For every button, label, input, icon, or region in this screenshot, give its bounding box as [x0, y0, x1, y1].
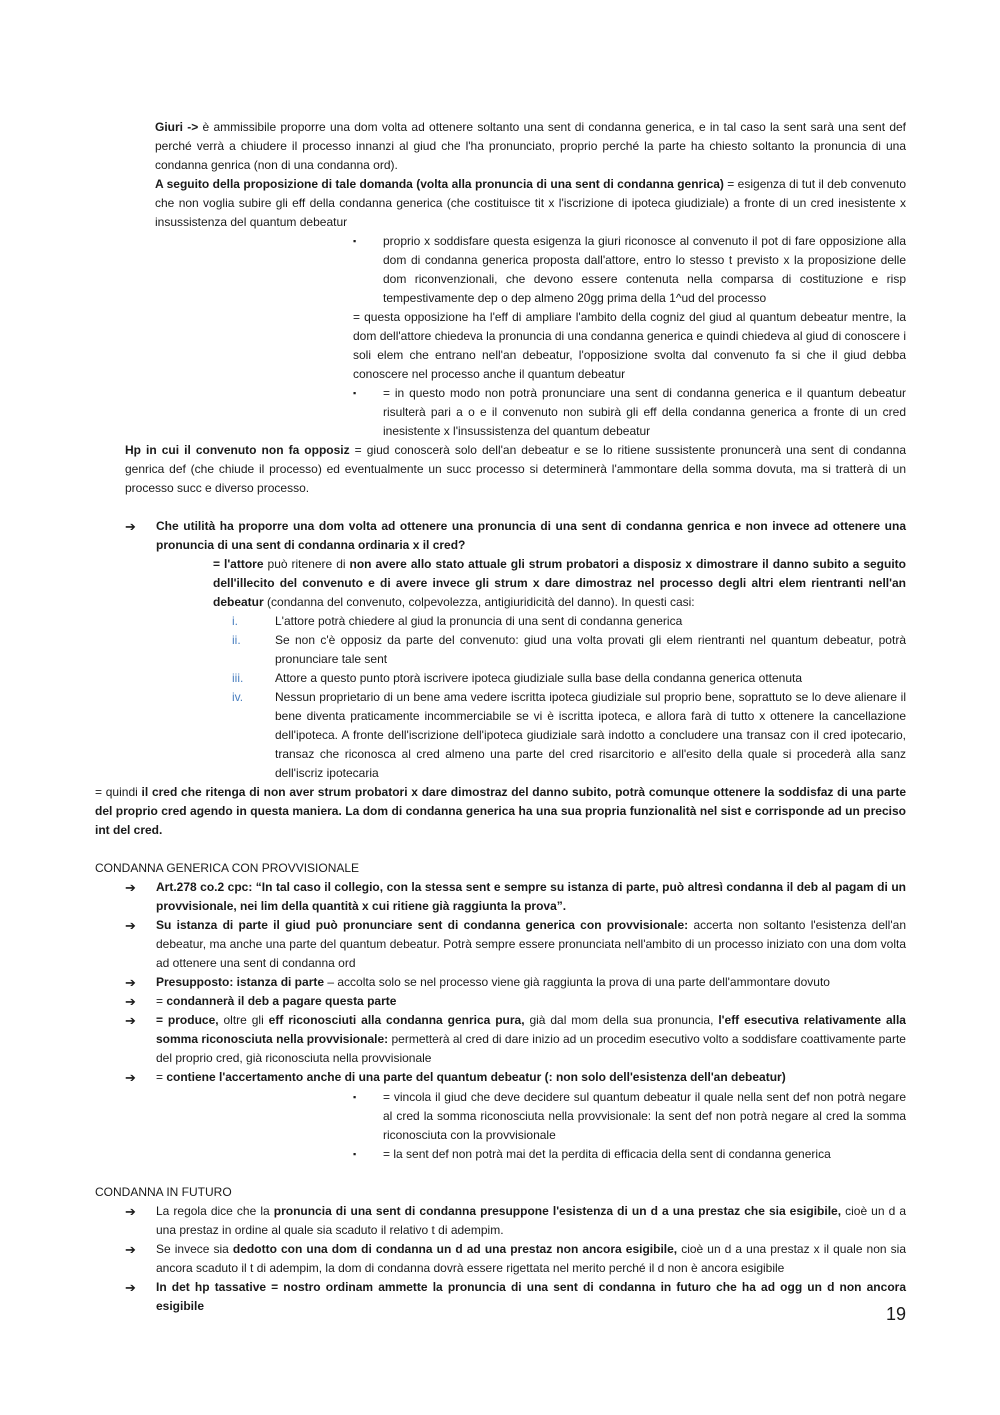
aseguito-paragraph: A seguito della proposizione di tale domanda (volta alla pronuncia di una sent di condanna genrica) = esigenza di tut il deb convenuto che non voglia subire gli eff della condanna generica (che costituisce tit x l'iscrizione di ipoteca giudiziale) a fronte di un cred inesistente x insussistenza del quantum debeatur	[155, 177, 906, 229]
arrow-item: ➔ In det hp tassative = nostro ordinam ammette la pronuncia di una sent di condanna in futuro che ha ad ogg un d non ancora esigibile	[125, 1280, 906, 1313]
bullet-item: ▪ proprio x soddisfare questa esigenza la giuri riconosce al convenuto il pot di fare opposizione alla dom di condanna generica proposta dall'attore, entro lo stesso t previsto x la proposizione delle dom riconvenzionali, che devono essere contenuta nella comparsa di costituzione e risp tempestivamente dep o dep almeno 20gg prima della 1^ud del processo	[353, 234, 906, 305]
arrow-icon: ➔	[125, 975, 136, 990]
question-block	[125, 517, 906, 555]
arrow-icon: ➔	[125, 918, 136, 933]
bullet-item: ▪ = la sent def non potrà mai det la perdita di efficacia della sent di condanna generica	[353, 1145, 906, 1164]
arrow-item: ➔ La regola dice che la pronuncia di una sent di condanna presuppone l'esistenza di un d a una prestaz che sia esigibile, cioè un d a una prestaz in ordine al quale sia scaduto il relativo t di adempim.	[125, 1204, 907, 1237]
giuri-paragraph: Giuri -> è ammissibile proporre una dom volta ad ottenere soltanto una sent di condanna generica, e in tal caso la sent sarà una sent def perché verrà a chiudere il processo innanzi al giud che l'ha pronunciato, proprio perché la parte ha chiesto soltanto la pronuncia di una condanna genrica (non di una condanna ord).	[155, 120, 906, 172]
hp-paragraph: Hp in cui il convenuto non fa opposiz = giud conoscerà solo dell'an debeatur e se lo ritiene sussistente pronuncerà una sent di condanna genrica def (che chiude il processo) ed eventualmente un succ processo si determinerà l'ammontare della somma dovuta, ma si tratterà di un processo succ e diverso processo.	[125, 443, 906, 495]
list-number: ii.	[232, 633, 241, 647]
arrow-item: ➔ Su istanza di parte il giud può pronunciare sent di condanna generica con provvisionale: accerta non soltanto l'esistenza dell'an debeatur, ma anche una parte del quantum debeatur. Potrà sempre essere pronunciata nell'ambito di un processo iniziato con una dom volta ad ottenere una sent di condanna ord	[125, 918, 906, 970]
list-item: i. L'attore potrà chiedere al giud la pronuncia di una sent di condanna generica	[275, 612, 906, 631]
arrow-icon: ➔	[125, 1204, 136, 1219]
answer-block	[213, 555, 906, 612]
list-number: iv.	[232, 690, 244, 704]
arrow-item: ➔ = contiene l'accertamento anche di una parte del quantum debeatur (: non solo dell'esistenza dell'an debeatur)	[125, 1070, 786, 1085]
square-bullet-icon: ▪	[353, 388, 357, 398]
arrow-item: ➔ = condannerà il deb a pagare questa parte	[125, 994, 397, 1009]
arrow-icon: ➔	[125, 1280, 136, 1295]
square-bullet-icon: ▪	[353, 1149, 357, 1159]
arrow-item: ➔ = produce, oltre gli eff riconosciuti alla condanna genrica pura, già dal mom della sua pronuncia, l'eff esecutiva relativamente alla somma riconosciuta nella provvisionale: permetterà al cred di dare inizio ad un procedim esecutivo volto a soddisfare coattivamente parte del proprio cred, già riconosciuta nella provvisionale	[125, 1013, 906, 1065]
giuri-label: Giuri ->	[155, 120, 199, 134]
section-heading: CONDANNA IN FUTURO	[95, 1185, 232, 1199]
hp-label: Hp in cui il convenuto non fa opposiz	[125, 443, 350, 457]
arrow-icon: ➔	[125, 1070, 136, 1085]
list-number: i.	[232, 614, 238, 628]
arrow-item: ➔ Art.278 co.2 cpc: “In tal caso il collegio, con la stessa sent e sempre su istanza di parte, può altresì condanna il deb al pagam di un provvisionale, nei lim della quantità x cui ritiene già raggiunta la prova”.	[125, 880, 906, 913]
section-giuri	[155, 118, 906, 232]
square-bullet-icon: ▪	[353, 236, 357, 246]
list-item: iii. Attore a questo punto ptorà iscrivere ipoteca giudiziale sulla base della condanna generica ottenuta	[275, 669, 906, 688]
hp-block	[125, 441, 906, 498]
arrow-icon: ➔	[125, 1013, 136, 1028]
provvisionale-bullets	[353, 1088, 906, 1164]
arrow-item: ➔ Se invece sia dedotto con una dom di condanna un d ad una prestaz non ancora esigibile, cioè un d a una prestaz x il quale non sia ancora scaduto il t di adempim, la dom di condanna dovrà essere rigettata nel merito perché il d non è ancora esigibile	[125, 1242, 906, 1275]
bullet-item: ▪ = in questo modo non potrà pronunciare una sent di condanna generica e il quantum debeatur risulterà pari a o e il convenuto non subirà gli eff della condanna generica a fronte di un cred inesistente x l'insussistenza del quantum debeatur	[353, 386, 906, 438]
section-heading: CONDANNA GENERICA CON PROVVISIONALE	[95, 861, 360, 875]
list-number: iii.	[232, 671, 244, 685]
aseguito-label: A seguito della proposizione di tale domanda (volta alla pronuncia di una sent di condanna genrica)	[155, 177, 724, 191]
arrow-item: ➔ Presupposto: istanza di parte – accolta solo se nel processo viene già raggiunta la prova di una parte dell'ammontare dovuto	[125, 975, 830, 990]
quindi-paragraph: = quindi il cred che ritenga di non aver strum probatori x dare dimostraz del danno subito, potrà comunque ottenere la soddisfaz di una parte del proprio cred agendo in questa maniera. La dom di condanna generica ha una sua propria funzionalità nel sist e corrisponde ad un preciso int del cred.	[95, 785, 907, 837]
square-bullet-icon: ▪	[353, 1092, 357, 1102]
arrow-icon: ➔	[125, 880, 136, 895]
arrow-icon: ➔	[125, 994, 136, 1009]
list-item: iv. Nessun proprietario di un bene ama vedere iscritta ipoteca giudiziale sul proprio bene, soprattuto se lo deve alienare il bene diventa praticamente incommerciabile se vi è iscritta ipoteca, e allora farà di tutto x ottenere la cancellazione dell'ipoteca. A fronte dell'iscrizione dell'ipoteca giudiziale sarà indotto a concludere una transaz con il cred ipotecario, transaz che riconosca al cred almeno una parte del cred risarcitorio e all'esito della quale si procederà alla sanz dell'iscriz ipotecaria	[232, 690, 906, 780]
arrow-item: ➔ Che utilità ha proporre una dom volta ad ottenere una pronuncia di una sent di condanna genrica e non invece ad ottenere una pronuncia di una sent di condanna ordinaria x il cred?	[125, 519, 906, 552]
provvisionale-list	[125, 878, 906, 1087]
list-item: ii. Se non c'è opposiz da parte del convenuto: giud una volta provati gli elem rientranti nel quantum debeatur, potrà pronunciare tale sent	[232, 633, 906, 666]
arrow-icon: ➔	[125, 1242, 136, 1257]
page-number: 19	[885, 1304, 906, 1324]
answer-paragraph: = l'attore può ritenere di non avere allo stato attuale gli strum probatori a disposiz x dimostrare il danno subito a seguito dell'illecito del convenuto e di avere invece gli strum x dare dimostraz nel processo degli altri elem rientranti nell'an debeatur (condanna del convenuto, colpevolezza, antigiuridicità del danno). In questi casi:	[213, 557, 907, 609]
bullet-item: ▪ = vincola il giud che deve decidere sul quantum debeatur il quale nella sent def non potrà negare al cred la somma riconosciuta nella provvisionale: la sent def non potrà negare al cred la somma riconosciuta con la provvisionale	[353, 1090, 906, 1142]
futuro-list	[125, 1202, 906, 1316]
quindi-block	[95, 783, 906, 840]
opposizione-paragraph: = questa opposizione ha l'eff di ampliare l'ambito della cogniz del giud al quantum debeatur mentre, la dom dell'attore chiedeva la pronuncia di una condanna generica e quindi chiedeva al giud di conoscere i soli elem che entrano nell'an debeatur, l'opposizione svolta dal convenuto fa si che il giud debba conoscere nel processo anche il quantum debeatur	[353, 310, 906, 381]
roman-list	[232, 612, 906, 783]
arrow-icon: ➔	[125, 519, 136, 534]
opposizione-block	[353, 232, 906, 441]
